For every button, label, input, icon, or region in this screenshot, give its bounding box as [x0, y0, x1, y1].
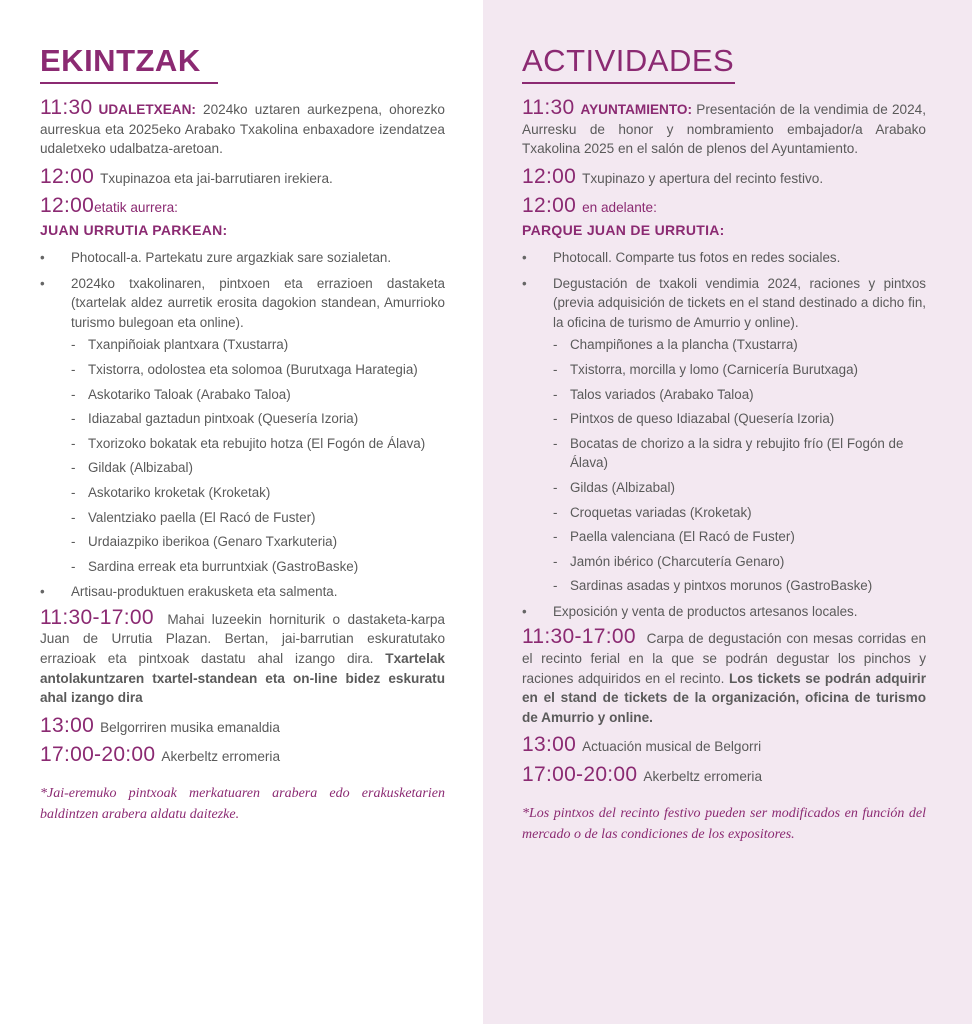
- event-time: 12:00: [40, 194, 95, 218]
- event-time-suffix: etatik aurrera:: [94, 200, 178, 216]
- food-item: - Askotariko kroketak (Kroketak): [71, 483, 445, 503]
- event-1200-onwards: [522, 196, 926, 218]
- event-1700-2000: [40, 745, 445, 767]
- list-item: • Photocall-a. Partekatu zure argazkiak sare sozialetan.: [40, 248, 445, 268]
- food-item: - Txanpiñoiak plantxara (Txustarra): [71, 335, 445, 355]
- event-1130-1700: [40, 605, 445, 708]
- event-1200: [40, 164, 445, 189]
- title-underline: [40, 82, 218, 84]
- event-tickets: Txartelak antolakuntzaren txartel-standean eta on-line bidez eskuratu ahal izango dira: [40, 651, 445, 706]
- food-item: - Askotariko Taloak (Arabako Taloa): [71, 385, 445, 405]
- event-text: Txupinazoa eta jai-barrutiaren irekiera.: [100, 170, 333, 186]
- footnote: *Los pintxos del recinto festivo pueden ser modificados en función del mercado o de las condiciones de los expositores.: [522, 805, 926, 842]
- food-item: - Talos variados (Arabako Taloa): [553, 385, 926, 405]
- event-text: Mahai luzeekin horniturik o dastaketa-karpa Juan de Urrutia Plazan. Bertan, jai-barrutian eskuratutako errazioak eta pintxoak dastatu ahal izango dira.: [40, 611, 445, 667]
- footnote: *Jai-eremuko pintxoak merkatuaren arabera edo erakusketarien baldintzen arabera aldatu daitezke.: [40, 786, 445, 823]
- event-time: 12:00: [40, 164, 95, 188]
- food-list: [71, 335, 445, 576]
- event-text: Carpa de degustación con mesas corridas en el recinto ferial en la que se podrán degustar los pinchos y raciones adquiridos en el recinto.: [522, 631, 927, 686]
- food-item: - Txistorra, morcilla y lomo (Carnicería Burutxaga): [553, 360, 926, 380]
- event-time: 17:00-20:00: [40, 743, 156, 767]
- food-item: - Jamón ibérico (Charcutería Genaro): [553, 552, 926, 572]
- event-1130-1700: [522, 627, 926, 727]
- event-time: 13:00: [522, 733, 577, 757]
- event-time: 13:00: [40, 713, 95, 737]
- event-1300: [40, 713, 445, 738]
- food-item: - Valentziako paella (El Racó de Fuster): [71, 508, 445, 528]
- event-text: Belgorriren musika emanaldia: [100, 719, 280, 735]
- list-item: • Artisau-produktuen erakusketa eta salmenta.: [40, 582, 445, 602]
- food-item: - Champiñones a la plancha (Txustarra): [553, 335, 926, 355]
- food-list: [553, 335, 926, 596]
- event-text: Akerbeltz erromeria: [643, 769, 763, 785]
- food-item: - Bocatas de chorizo a la sidra y rebujito frío (El Fogón de Álava): [553, 434, 926, 473]
- event-time: 11:30: [522, 96, 575, 119]
- event-1200-onwards: [40, 196, 445, 218]
- food-item: - Txistorra, odolostea eta solomoa (Burutxaga Harategia): [71, 360, 445, 380]
- event-text: 2024ko uztaren aurkezpena, ohorezko aurreskua eta 2025eko Arabako Txakolina enbaxadore izendatzea udaletxeko udalbatza-aretoan.: [40, 102, 445, 157]
- food-item: - Paella valenciana (El Racó de Fuster): [553, 527, 926, 547]
- food-item: - Urdaiazpiko iberikoa (Genaro Txarkuteria): [71, 532, 445, 552]
- event-text: Txupinazo y apertura del recinto festivo.: [582, 170, 824, 186]
- venue-heading: PARQUE JUAN DE URRUTIA:: [522, 221, 725, 238]
- event-tickets: Los tickets se podrán adquirir en el stand de tickets de la organización, oficina de turismo de Amurrio y online.: [522, 670, 926, 725]
- event-time: 11:30-17:00: [522, 625, 636, 649]
- food-item: - Pintxos de queso Idiazabal (Quesería Izoria): [553, 409, 926, 429]
- list-item: • Exposición y venta de productos artesanos locales.: [522, 602, 926, 622]
- spanish-column: [483, 0, 972, 1024]
- list-item: • Degustación de txakoli vendimia 2024, raciones y pintxos (previa adquisición de tickets en el stand destinado a dicho fin, la oficina de turismo de Amurrio y online). - Champiñones a la plancha (Txustarra) - Txistorra, morcilla y lomo (Carnicería Burutxaga) - Talos variados (Arabako Taloa) - Pintxos de queso Idiazabal (Quesería Izoria) - Bocatas de chorizo a la sidra y rebujito frío (El Fogón de Álava) - Gildas (Albizabal) - Croquetas variadas (Kroketak) - Paella valenciana (El Racó de Fuster) - Jamón ibérico (Charcutería Genaro) - Sardinas asadas y pintxos morunos (GastroBaske): [522, 274, 926, 596]
- event-venue: UDALETXEAN:: [98, 102, 196, 117]
- food-item: - Idiazabal gaztadun pintxoak (Quesería Izoria): [71, 409, 445, 429]
- event-1130: [40, 98, 445, 159]
- activity-list: [40, 248, 445, 602]
- food-item: - Sardina erreak eta burruntxiak (GastroBaske): [71, 557, 445, 577]
- title-underline: [522, 82, 735, 84]
- section-title: ACTIVIDADES: [522, 43, 735, 78]
- event-text: Akerbeltz erromeria: [161, 749, 281, 765]
- list-item: • 2024ko txakolinaren, pintxoen eta errazioen dastaketa (txartelak aldez aurretik erosita dagokion standean, Amurrioko turismo bulegoan eta online). - Txanpiñoiak plantxara (Txustarra) - Txistorra, odolostea eta solomoa (Burutxaga Harategia) - Askotariko Taloak (Arabako Taloa) - Idiazabal gaztadun pintxoak (Quesería Izoria) - Txorizoko bokatak eta rebujito hotza (El Fogón de Álava) - Gildak (Albizabal) - Askotariko kroketak (Kroketak) - Valentziako paella (El Racó de Fuster) - Urdaiazpiko iberikoa (Genaro Txarkuteria) - Sardina erreak eta burruntxiak (GastroBaske): [40, 274, 445, 577]
- event-time: 12:00: [522, 194, 577, 218]
- food-item: - Txorizoko bokatak eta rebujito hotza (El Fogón de Álava): [71, 434, 445, 454]
- section-title: EKINTZAK: [40, 43, 201, 78]
- event-time: 17:00-20:00: [522, 763, 638, 787]
- event-1300: [522, 735, 926, 757]
- event-time-suffix: en adelante:: [582, 200, 657, 216]
- food-item: - Gildas (Albizabal): [553, 478, 926, 498]
- food-item: - Croquetas variadas (Kroketak): [553, 503, 926, 523]
- event-venue: AYUNTAMIENTO:: [580, 102, 693, 117]
- event-1700-2000: [522, 765, 926, 787]
- food-item: - Gildak (Albizabal): [71, 458, 445, 478]
- venue-heading: JUAN URRUTIA PARKEAN:: [40, 221, 228, 238]
- event-1130: [522, 98, 926, 159]
- event-text: Presentación de la vendimia de 2024, Aurresku de honor y nombramiento embajador/a Arabako Txakolina 2025 en el salón de plenos del Ayuntamiento.: [522, 102, 926, 157]
- food-item: - Sardinas asadas y pintxos morunos (GastroBaske): [553, 576, 926, 596]
- list-item: • Photocall. Comparte tus fotos en redes sociales.: [522, 248, 926, 268]
- basque-column: [0, 0, 483, 1024]
- event-time: 12:00: [522, 164, 577, 188]
- activity-list: [522, 248, 926, 622]
- event-text: Actuación musical de Belgorri: [582, 739, 762, 755]
- event-time: 11:30: [40, 96, 93, 119]
- event-time: 11:30-17:00: [40, 605, 154, 629]
- event-1200: [522, 164, 926, 189]
